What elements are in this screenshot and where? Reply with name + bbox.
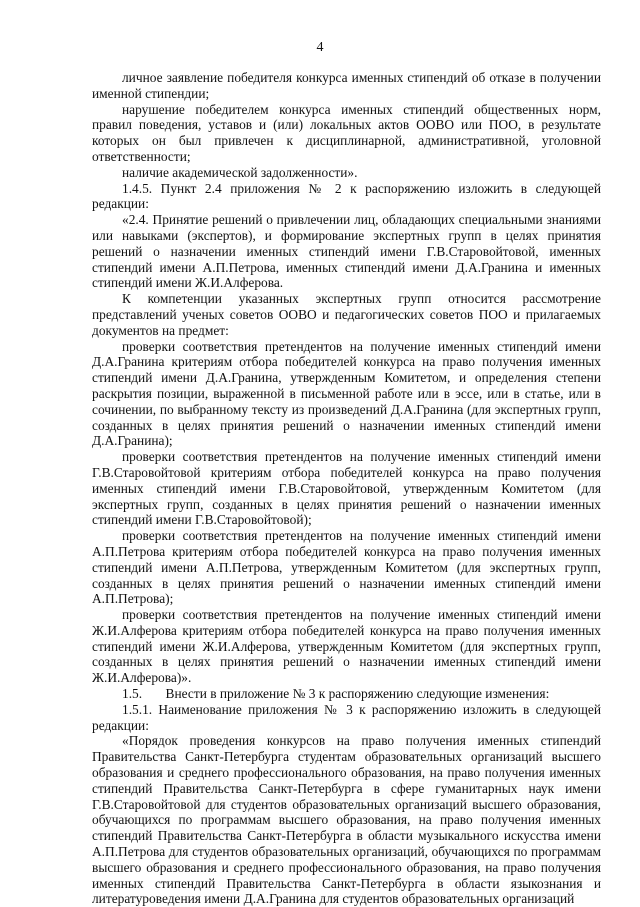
paragraph: нарушение победителем конкурса именных стипендий общественных норм, правил поведения, уставов и (или) локальных актов ООВО или ПОО, в результате которых он был привлечен к дисциплинарной, административной, уголовной ответственности; (92, 101, 601, 164)
paragraph: наличие академической задолженности». (122, 164, 358, 180)
paragraph: проверки соответствия претендентов на получение именных стипендий имени А.П.Петрова критериям отбора победителей конкурса на право получения именных стипендий имени А.П.Петрова, утвержденным Комитетом (для экспертных групп, созданных в целях принятия решений о назначении именных стипендий имени А.П.Петрова); (92, 528, 601, 607)
paragraph: 1.4.5. Пункт 2.4 приложения № 2 к распоряжению изложить в следующей редакции: (92, 180, 601, 212)
paragraph: 1.5. Внести в приложение № 3 к распоряжению следующие изменения: (122, 686, 550, 702)
paragraph: проверки соответствия претендентов на получение именных стипендий имени Г.В.Старовойтовой критериям отбора победителей конкурса на право получения именных стипендий имени Г.В.Старовойтовой, утвержденным Комитетом (для экспертных групп, созданных в целях принятия решений о назначении именных стипендий имени Г.В.Старовойтовой); (92, 449, 601, 528)
page-number: 4 (316, 40, 324, 55)
paragraph: проверки соответствия претендентов на получение именных стипендий имени Ж.И.Алферова критериям отбора победителей конкурса на право получения именных стипендий имени Ж.И.Алферова, утвержденным Комитетом (для экспертных групп, созданных в целях принятия решений о назначении именных стипендий имени Ж.И.Алферова)». (92, 607, 601, 686)
document-body (92, 70, 601, 907)
paragraph: личное заявление победителя конкурса именных стипендий об отказе в получении именной стипендии; (92, 70, 601, 101)
paragraph: 1.5.1. Наименование приложения № 3 к распоряжению изложить в следующей редакции: (92, 701, 601, 733)
paragraph: К компетенции указанных экспертных групп относится рассмотрение представлений ученых советов ООВО и педагогических советов ПОО и прилагаемых документов на предмет: (92, 291, 601, 338)
paragraph: «Порядок проведения конкурсов на право получения именных стипендий Правительства Санкт-Петербурга студентам образовательных организаций высшего образования и среднего профессионального образования, на право получения именных стипендий Правительства Санкт-Петербурга в сфере гуманитарных наук имени Г.В.Старовойтовой для студентов образовательных организаций высшего образования, обучающихся по программам высшего образования, на право получения именных стипендий Правительства Санкт-Петербурга в области музыкального искусства имени А.П.Петрова для студентов образовательных организаций, обучающихся по программам высшего образования и среднего профессионального образования, на право получения именных стипендий Правительства Санкт-Петербурга в области языкознания и литературоведения имени Д.А.Гранина для студентов образовательных организаций (92, 733, 601, 907)
paragraph: «2.4. Принятие решений о привлечении лиц, обладающих специальными знаниями или навыками (экспертов), и формирование экспертных групп в целях принятия решений о назначении именных стипендий имени Г.В.Старовойтовой, именных стипендий имени А.П.Петрова, именных стипендий имени Д.А.Гранина и именных стипендий имени Ж.И.Алферова. (92, 212, 601, 291)
paragraph: проверки соответствия претендентов на получение именных стипендий имени Д.А.Гранина критериям отбора победителей конкурса на право получения именных стипендий имени Д.А.Гранина, утвержденным Комитетом, и определения степени раскрытия позиции, выраженной в письменной работе или в эссе, или в статье, или в сочинении, по выбранному тексту из произведений Д.А.Гранина (для экспертных групп, созданных в целях принятия решений о назначении именных стипендий имени Д.А.Гранина); (92, 338, 601, 449)
